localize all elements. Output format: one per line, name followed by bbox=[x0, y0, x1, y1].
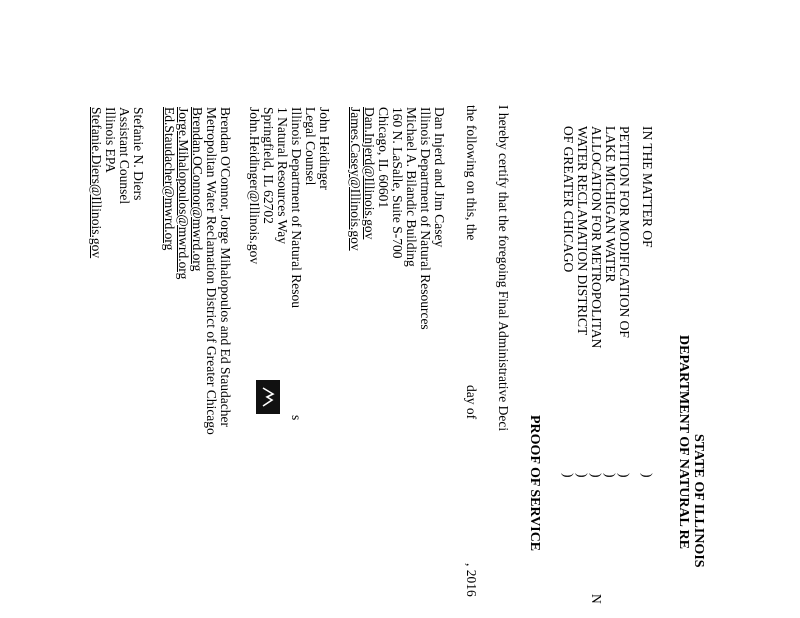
recipient-3-line-2: Metropolitan Water Reclamation District of Greater Chicago bbox=[204, 107, 219, 435]
certify-line-1: I hereby certify that the foregoing Final Administrative Deci bbox=[496, 105, 511, 432]
stamp-suffix: s bbox=[289, 415, 304, 421]
caption-line-5: OF GREATER CHICAGO bbox=[561, 126, 576, 273]
recipient-1-email-1[interactable]: Dan.Injerd@Illinois.gov bbox=[362, 107, 377, 240]
caption-paren-4: ) bbox=[589, 473, 604, 478]
recipient-2-line-1: John Heidinger bbox=[317, 107, 332, 190]
caption-paren-2: ) bbox=[617, 473, 632, 478]
caption-line-1: PETITION FOR MODIFICATION OF bbox=[617, 126, 632, 338]
certify-line-2-left: the following on this, the bbox=[464, 105, 479, 241]
recipient-1-line-2: Illinois Department of Natural Resources bbox=[418, 107, 433, 330]
recipient-2-line-5: Springfield, IL 62702 bbox=[261, 107, 276, 224]
header-state: STATE OF ILLINOIS bbox=[691, 434, 706, 568]
recipient-3-line-1: Brendan O'Connor, Jorge Mihalopoulos and Ed Staudacher bbox=[218, 107, 233, 427]
in-the-matter-of: IN THE MATTER OF bbox=[640, 126, 655, 248]
recipient-2-line-2: Legal Counsel bbox=[303, 107, 318, 186]
recipient-1-line-5: Chicago, IL 60601 bbox=[376, 107, 391, 209]
recipient-1-line-1: Dan Injerd and Jim Casey bbox=[432, 107, 447, 248]
caption-paren-5: ) bbox=[575, 473, 590, 478]
recipient-3-email-2[interactable]: Jorge.Mihalopoulos@mwrd.org bbox=[176, 107, 191, 280]
caption-line-3: ALLOCATION FOR METROPOLITAN bbox=[589, 126, 604, 349]
header-department: DEPARTMENT OF NATURAL RE bbox=[676, 335, 691, 550]
caption-line-4: WATER RECLAMATION DISTRICT bbox=[575, 126, 590, 336]
recipient-4-line-3: Illinois EPA bbox=[103, 107, 118, 173]
recipient-1-line-4: 160 N. LaSalle, Suite S-700 bbox=[390, 107, 405, 259]
recipient-3-email-3[interactable]: Ed.Staudacher@mwrd.org bbox=[162, 107, 177, 251]
recipient-1-email-2[interactable]: James.Casey@Illinois.gov bbox=[348, 107, 363, 251]
recipient-1-line-3: Michael A. Bilandic Building bbox=[404, 107, 419, 267]
recipient-2-line-3: Illinois Department of Natural Resou bbox=[289, 107, 304, 308]
recipient-4-line-1: Stefanie N. Diers bbox=[131, 107, 146, 201]
recipient-2-line-4: 1 Natural Resources Way bbox=[275, 107, 290, 244]
proof-of-service-title: PROOF OF SERVICE bbox=[527, 415, 542, 552]
recipient-2-line-6: John.Heidinger@Illinois.gov bbox=[247, 107, 262, 265]
stamp-glyph-icon bbox=[260, 386, 276, 408]
certify-line-2-year: , 2016 bbox=[464, 563, 479, 597]
certify-line-2-day: day of bbox=[464, 385, 479, 420]
caption-paren-3: ) bbox=[603, 473, 618, 478]
recipient-4-line-2: Assistant Counsel bbox=[117, 107, 132, 205]
recipient-4-email-1[interactable]: Stefanie.Diers@Illinois.gov bbox=[89, 107, 104, 259]
caption-line-2: LAKE MICHIGAN WATER bbox=[603, 126, 618, 283]
caption-paren-6: ) bbox=[561, 473, 576, 478]
case-number: N bbox=[589, 594, 604, 604]
caption-paren-1: ) bbox=[640, 473, 655, 478]
stamp-mark bbox=[256, 380, 280, 414]
recipient-3-email-1[interactable]: Brendan.OConnor@mwrd.org bbox=[190, 107, 205, 272]
